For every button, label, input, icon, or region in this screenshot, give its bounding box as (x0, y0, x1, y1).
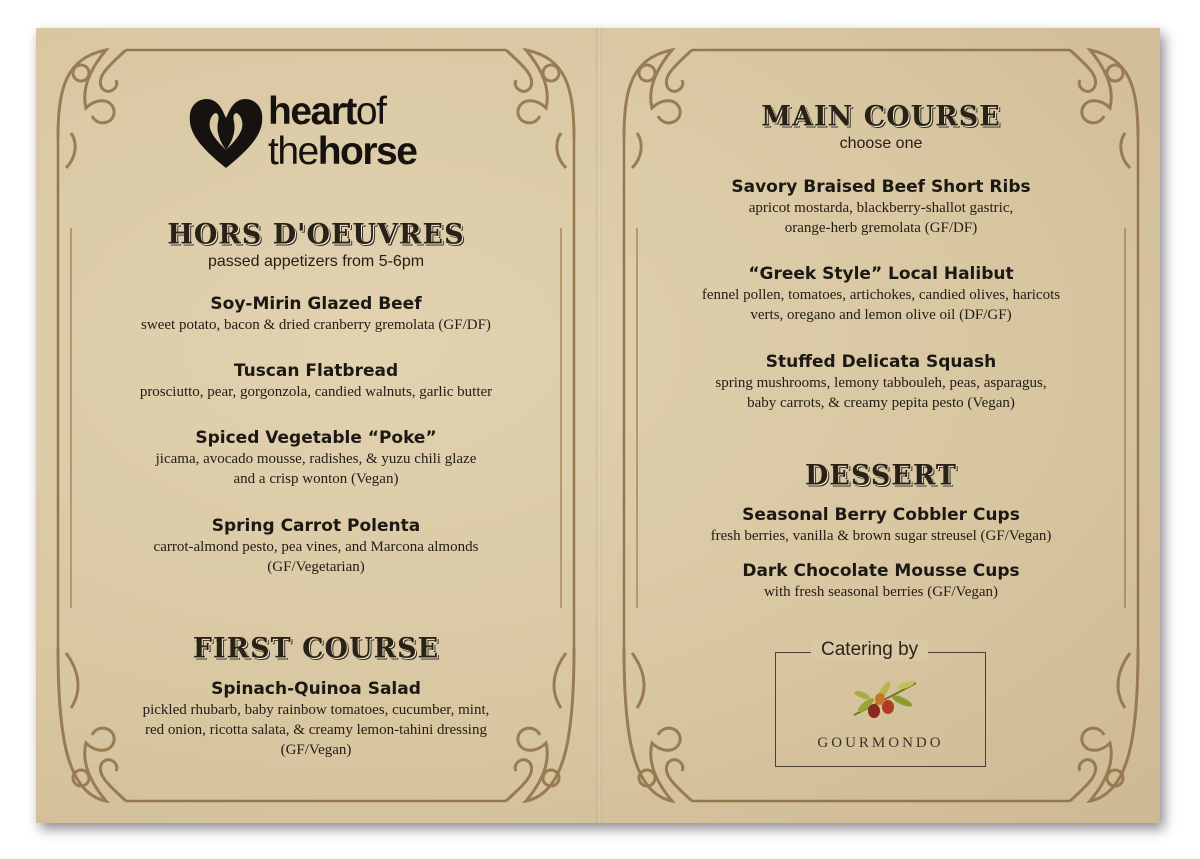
dish-description: red onion, ricotta salata, & creamy lemon-tahini dressing (145, 722, 487, 738)
main-course-subtitle: choose one (839, 135, 923, 152)
dish-name: “Greek Style” Local Halibut (748, 264, 1014, 284)
dish-description: prosciutto, pear, gorgonzola, candied walnuts, garlic butter (139, 384, 493, 400)
dish-name: Dark Chocolate Mousse Cups (742, 561, 1020, 581)
main-course-section (602, 102, 1160, 154)
menu-item (602, 351, 1160, 413)
dish-description: fennel pollen, tomatoes, artichokes, candied olives, haricots (701, 287, 1061, 303)
dish-description: orange-herb gremolata (GF/DF) (784, 220, 978, 236)
menu-item (602, 560, 1160, 602)
logo-word-horse: horse (317, 130, 417, 173)
corner-flourish-bottom-right (1070, 648, 1138, 801)
menu-item (602, 176, 1160, 238)
dish-name: Savory Braised Beef Short Ribs (731, 177, 1031, 197)
logo-line-2 (268, 132, 416, 172)
menu-item (36, 293, 596, 335)
horse-heart-icon (186, 92, 266, 172)
corner-flourish-top-left (58, 50, 126, 168)
dish-description: and a crisp wonton (Vegan) (233, 471, 399, 487)
right-panel (602, 28, 1160, 823)
first-course-section (36, 634, 596, 664)
catering-box (775, 639, 986, 767)
dish-name: Spiced Vegetable “Poke” (195, 428, 437, 448)
dish-description: (GF/Vegetarian) (267, 559, 365, 575)
dish-description: spring mushrooms, lemony tabbouleh, peas, asparagus, (715, 375, 1047, 391)
catering-company: GOURMONDO (817, 735, 944, 751)
dish-name: Seasonal Berry Cobbler Cups (742, 505, 1020, 525)
dish-description: fresh berries, vanilla & brown sugar streusel (GF/Vegan) (710, 528, 1052, 544)
dish-description: apricot mostarda, blackberry-shallot gastric, (748, 200, 1014, 216)
heart-of-the-horse-logo (186, 88, 456, 178)
dish-description: with fresh seasonal berries (GF/Vegan) (763, 584, 999, 600)
hors-doeuvres-subtitle: passed appetizers from 5-6pm (207, 253, 425, 270)
dish-description: baby carrots, & creamy pepita pesto (Vegan) (747, 395, 1015, 411)
dish-description: pickled rhubarb, baby rainbow tomatoes, cucumber, mint, (142, 702, 490, 718)
corner-flourish-bottom-left (624, 648, 692, 801)
dessert-title: DESSERT (804, 459, 958, 492)
menu-item (602, 263, 1160, 325)
logo-word-the: the (268, 130, 318, 173)
dish-name: Stuffed Delicata Squash (765, 352, 997, 372)
logo-word-heart: heart (268, 90, 356, 133)
dish-name: Tuscan Flatbread (233, 361, 399, 381)
menu-spread (36, 28, 1160, 823)
dish-name: Soy-Mirin Glazed Beef (210, 294, 422, 314)
logo-word-of: of (355, 90, 386, 133)
dish-description: jicama, avocado mousse, radishes, & yuzu chili glaze (155, 451, 477, 467)
dish-name: Spring Carrot Polenta (211, 516, 421, 536)
dessert-section (602, 461, 1160, 491)
menu-item (36, 678, 596, 760)
main-course-title: MAIN COURSE (761, 100, 1001, 133)
olive-branch-icon (844, 675, 924, 725)
first-course-title: FIRST COURSE (192, 632, 440, 665)
menu-item (602, 504, 1160, 546)
corner-flourish-top-right (506, 50, 574, 168)
hors-doeuvres-section (36, 220, 596, 272)
menu-item (36, 515, 596, 577)
dish-name: Spinach-Quinoa Salad (211, 679, 421, 699)
dish-description: (GF/Vegan) (280, 742, 352, 758)
dish-description: carrot-almond pesto, pea vines, and Marcona almonds (153, 539, 479, 555)
left-panel (36, 28, 596, 823)
logo-line-1 (268, 92, 385, 132)
hors-doeuvres-title: HORS D'OEUVRES (167, 218, 465, 251)
catering-label: Catering by (811, 639, 928, 661)
menu-item (36, 427, 596, 489)
dish-description: sweet potato, bacon & dried cranberry gremolata (GF/DF) (141, 317, 491, 333)
menu-item (36, 360, 596, 402)
dish-description: verts, oregano and lemon olive oil (DF/GF) (750, 307, 1012, 323)
